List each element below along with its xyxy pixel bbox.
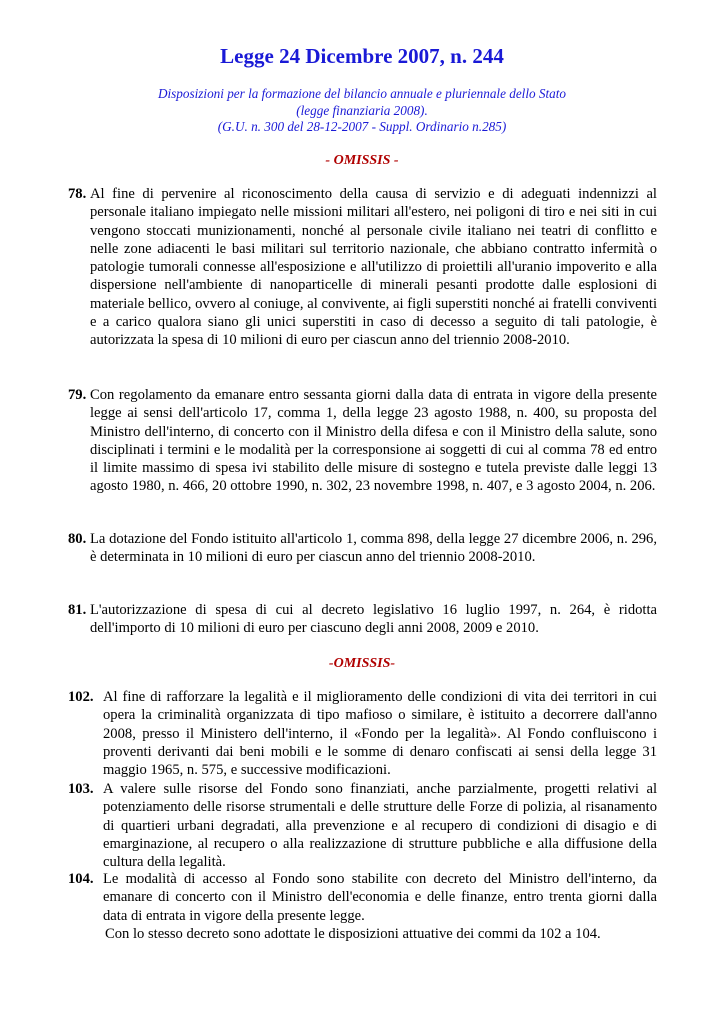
document-title: Legge 24 Dicembre 2007, n. 244 <box>220 44 504 68</box>
omissis-marker: -OMISSIS- <box>328 656 396 671</box>
omissis-marker: - OMISSIS - <box>325 153 399 168</box>
paragraph-text: Le modalità di accesso al Fondo sono stabilite con decreto del Ministro dell'interno, da emanare di concerto con il Ministro dell'economia e delle finanze, entro trenta giorni dalla data di entrata in vigore della presente legge. <box>103 871 657 924</box>
paragraph-number: 79. <box>68 387 87 403</box>
paragraph-text: Con regolamento da emanare entro sessanta giorni dalla data di entrata in vigore della presente legge ai sensi dell'articolo 17, comma 1, della legge 23 agosto 1988, n. 400, su proposta del Ministro dell'interno, di concerto con il Ministro della difesa e con il Ministro della salute, sono disciplinati i termini e le modalità per la corresponsione ai soggetti di cui al comma 78 ed entro il limite massimo di spesa ivi stabilito delle misure di sostegno e tutela previste dalle leggi 13 agosto 1980, n. 466, 20 ottobre 1990, n. 302, 23 novembre 1998, n. 407, e 3 agosto 2004, n. 206. <box>90 387 657 495</box>
paragraph-number: 80. <box>68 531 87 547</box>
paragraph-number: 81. <box>68 602 87 618</box>
subtitle-line: (legge finanziaria 2008). <box>296 102 428 118</box>
paragraph-number: 103. <box>68 781 94 797</box>
paragraph-text: A valere sulle risorse del Fondo sono finanziati, anche parzialmente, progetti relativi al potenziamento delle risorse strumentali e delle strutture delle Forze di polizia, al risanamento di quartieri urbani degradati, alla prevenzione e al recupero di condizioni di disagio e di emarginazione, al recupero o alla realizzazione di strutture pubbliche e alla diffusione della cultura della legalità. <box>103 781 657 871</box>
paragraph-80 <box>68 530 657 567</box>
paragraph-81 <box>68 601 657 638</box>
subtitle-line: Disposizioni per la formazione del bilancio annuale e pluriennale dello Stato <box>157 86 567 101</box>
paragraph-text: L'autorizzazione di spesa di cui al decreto legislativo 16 luglio 1997, n. 264, è ridotta dell'importo di 10 milioni di euro per ciascuno degli anni 2008, 2009 e 2010. <box>90 602 657 637</box>
subtitle-line: (G.U. n. 300 del 28-12-2007 - Suppl. Ordinario n.285) <box>217 119 507 134</box>
paragraph-78 <box>68 185 657 350</box>
paragraph-103 <box>68 780 657 871</box>
paragraph-104 <box>68 870 657 943</box>
paragraph-number: 104. <box>68 871 94 887</box>
document-subtitle <box>0 86 724 136</box>
paragraph-extra-text: Con lo stesso decreto sono adottate le disposizioni attuative dei commi da 102 a 104. <box>105 925 601 942</box>
paragraph-text: La dotazione del Fondo istituito all'articolo 1, comma 898, della legge 27 dicembre 2006, n. 296, è determinata in 10 milioni di euro per ciascun anno del triennio 2008-2010. <box>90 531 657 566</box>
paragraph-text: Al fine di rafforzare la legalità e il miglioramento delle condizioni di vita dei territori in cui opera la criminalità organizzata di tipo mafioso o similare, è istituito a decorrere dall'anno 2008, presso il Ministero dell'interno, il «Fondo per la legalità». Al Fondo confluiscono i proventi derivanti dai beni mobili e le somme di denaro confiscati ai sensi della legge 31 maggio 1965, n. 575, e successive modificazioni. <box>103 689 657 779</box>
paragraph-79 <box>68 386 657 496</box>
paragraph-102 <box>68 688 657 779</box>
paragraph-text: Al fine di pervenire al riconoscimento della causa di servizio e di adeguati indennizzi al personale italiano impiegato nelle missioni militari all'estero, nei poligoni di tiro e nei siti in cui vengono stoccati munizionamenti, nonché al personale civile italiano nei teatri di conflitto e nelle zone adiacenti le basi militari sul territorio nazionale, che abbiano contratto infermità o patologie tumorali connesse all'esposizione e all'utilizzo di proiettili all'uranio impoverito e alla dispersione nell'ambiente di nanoparticelle di minerali pesanti prodotte dalle esplosioni di materiale bellico, ovvero al coniuge, al convivente, ai figli superstiti nonché ai fratelli conviventi e a carico qualora siano gli unici superstiti in caso di decesso a seguito di tali patologie, è autorizzata la spesa di 10 milioni di euro per ciascun anno del triennio 2008-2010. <box>90 186 657 349</box>
paragraph-number: 78. <box>68 186 87 202</box>
paragraph-number: 102. <box>68 689 94 705</box>
